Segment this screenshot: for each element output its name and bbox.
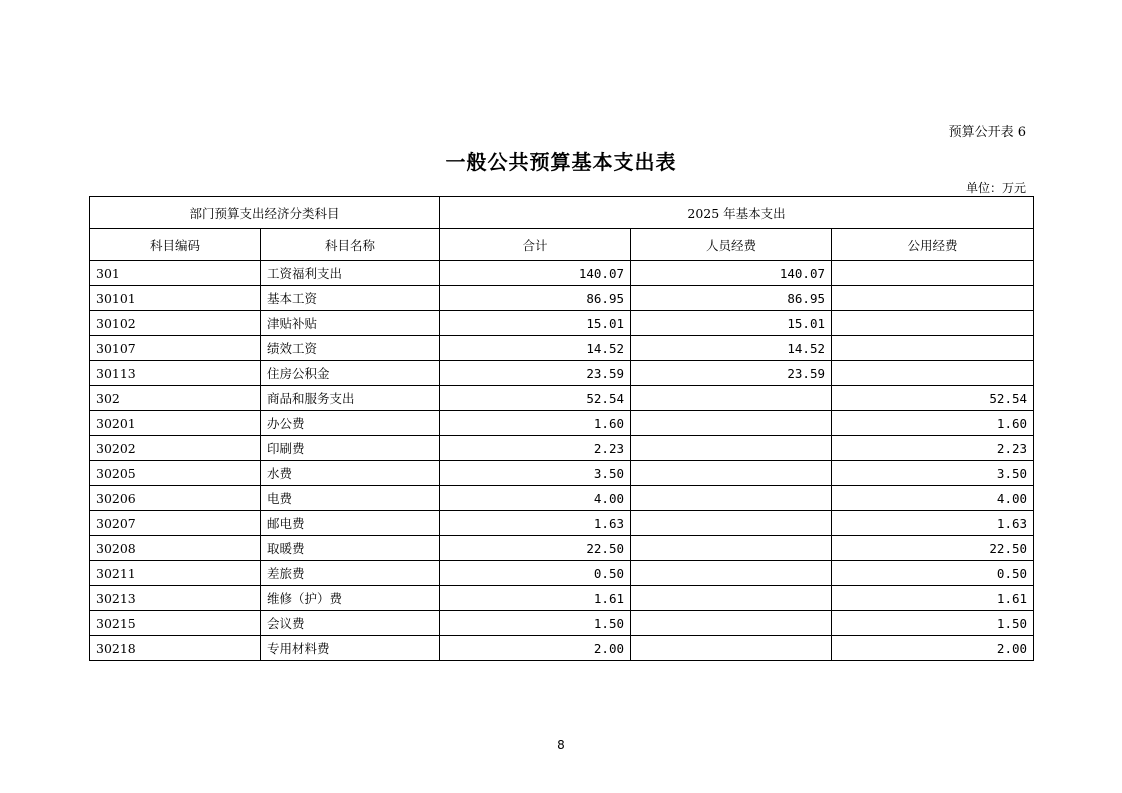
cell-name: 商品和服务支出 [261, 386, 440, 411]
cell-total: 15.01 [440, 311, 631, 336]
cell-personnel: 14.52 [631, 336, 832, 361]
cell-total: 1.61 [440, 586, 631, 611]
cell-public [832, 261, 1034, 286]
cell-code: 30213 [90, 586, 261, 611]
cell-personnel: 23.59 [631, 361, 832, 386]
table-row [90, 636, 1034, 661]
cell-code: 30202 [90, 436, 261, 461]
table-row [90, 486, 1034, 511]
cell-public: 0.50 [832, 561, 1034, 586]
column-header-code: 科目编码 [90, 229, 261, 261]
cell-personnel [631, 611, 832, 636]
cell-code: 30206 [90, 486, 261, 511]
cell-total: 86.95 [440, 286, 631, 311]
table-row [90, 561, 1034, 586]
cell-code: 30205 [90, 461, 261, 486]
cell-total: 1.50 [440, 611, 631, 636]
table-group-header-row [90, 197, 1034, 229]
group-header-classification: 部门预算支出经济分类科目 [90, 197, 440, 229]
group-header-basic-expenditure: 2025 年基本支出 [440, 197, 1034, 229]
cell-personnel [631, 586, 832, 611]
cell-name: 印刷费 [261, 436, 440, 461]
cell-name: 取暖费 [261, 536, 440, 561]
cell-total: 22.50 [440, 536, 631, 561]
cell-code: 30113 [90, 361, 261, 386]
cell-public: 1.61 [832, 586, 1034, 611]
cell-name: 电费 [261, 486, 440, 511]
cell-name: 绩效工资 [261, 336, 440, 361]
page-title: 一般公共预算基本支出表 [445, 150, 677, 174]
cell-code: 301 [90, 261, 261, 286]
table-row [90, 611, 1034, 636]
cell-personnel [631, 636, 832, 661]
cell-code: 30215 [90, 611, 261, 636]
table-row [90, 261, 1034, 286]
cell-name: 会议费 [261, 611, 440, 636]
cell-name: 住房公积金 [261, 361, 440, 386]
cell-code: 30211 [90, 561, 261, 586]
cell-total: 23.59 [440, 361, 631, 386]
cell-personnel: 86.95 [631, 286, 832, 311]
cell-name: 津贴补贴 [261, 311, 440, 336]
cell-name: 维修（护）费 [261, 586, 440, 611]
table-number-label: 预算公开表 6 [948, 125, 1026, 140]
unit-label: 单位：万元 [965, 181, 1026, 195]
table-row [90, 361, 1034, 386]
table-row [90, 286, 1034, 311]
cell-total: 140.07 [440, 261, 631, 286]
cell-personnel: 15.01 [631, 311, 832, 336]
cell-name: 办公费 [261, 411, 440, 436]
cell-total: 1.60 [440, 411, 631, 436]
cell-personnel [631, 536, 832, 561]
column-header-total: 合计 [440, 229, 631, 261]
cell-total: 1.63 [440, 511, 631, 536]
cell-public: 2.23 [832, 436, 1034, 461]
table-row [90, 511, 1034, 536]
cell-public [832, 361, 1034, 386]
cell-public: 2.00 [832, 636, 1034, 661]
cell-total: 2.23 [440, 436, 631, 461]
table-row [90, 461, 1034, 486]
cell-name: 专用材料费 [261, 636, 440, 661]
cell-total: 52.54 [440, 386, 631, 411]
cell-personnel [631, 411, 832, 436]
cell-code: 30218 [90, 636, 261, 661]
cell-personnel [631, 436, 832, 461]
cell-public: 52.54 [832, 386, 1034, 411]
table-row [90, 436, 1034, 461]
cell-public: 1.63 [832, 511, 1034, 536]
cell-total: 14.52 [440, 336, 631, 361]
cell-code: 30102 [90, 311, 261, 336]
table-body [90, 261, 1034, 661]
cell-name: 基本工资 [261, 286, 440, 311]
cell-personnel [631, 511, 832, 536]
cell-public [832, 336, 1034, 361]
cell-total: 3.50 [440, 461, 631, 486]
budget-table [89, 196, 1034, 661]
cell-public: 3.50 [832, 461, 1034, 486]
page-number: 8 [557, 738, 565, 752]
cell-code: 302 [90, 386, 261, 411]
cell-code: 30201 [90, 411, 261, 436]
cell-personnel [631, 386, 832, 411]
cell-personnel [631, 486, 832, 511]
cell-code: 30101 [90, 286, 261, 311]
column-header-public: 公用经费 [832, 229, 1034, 261]
cell-total: 0.50 [440, 561, 631, 586]
cell-public: 4.00 [832, 486, 1034, 511]
table-row [90, 586, 1034, 611]
cell-total: 4.00 [440, 486, 631, 511]
cell-code: 30207 [90, 511, 261, 536]
table-row [90, 536, 1034, 561]
cell-personnel [631, 461, 832, 486]
cell-public [832, 286, 1034, 311]
table-row [90, 311, 1034, 336]
cell-public: 1.50 [832, 611, 1034, 636]
cell-personnel: 140.07 [631, 261, 832, 286]
cell-name: 水费 [261, 461, 440, 486]
table-row [90, 386, 1034, 411]
cell-name: 差旅费 [261, 561, 440, 586]
cell-name: 工资福利支出 [261, 261, 440, 286]
table-row [90, 411, 1034, 436]
table-row [90, 336, 1034, 361]
cell-code: 30208 [90, 536, 261, 561]
cell-name: 邮电费 [261, 511, 440, 536]
table-column-header-row [90, 229, 1034, 261]
column-header-personnel: 人员经费 [631, 229, 832, 261]
cell-personnel [631, 561, 832, 586]
cell-public [832, 311, 1034, 336]
cell-code: 30107 [90, 336, 261, 361]
column-header-name: 科目名称 [261, 229, 440, 261]
cell-public: 22.50 [832, 536, 1034, 561]
cell-public: 1.60 [832, 411, 1034, 436]
cell-total: 2.00 [440, 636, 631, 661]
